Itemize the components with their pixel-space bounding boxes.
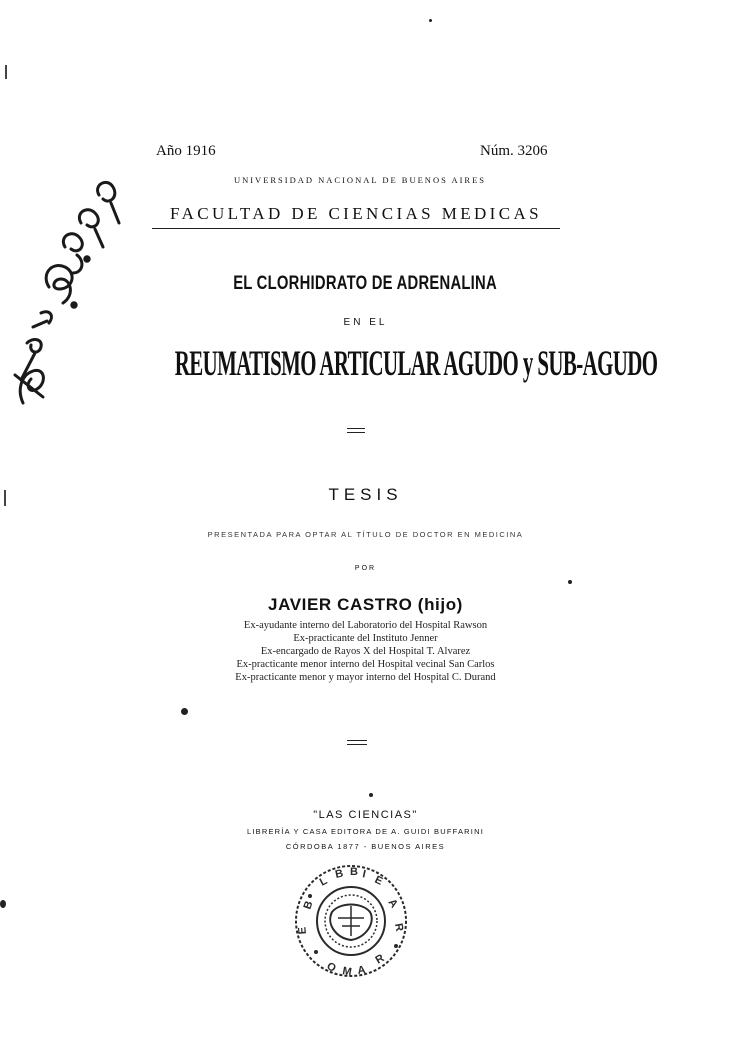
library-stamp <box>292 862 410 980</box>
svg-text:E: E <box>372 873 385 888</box>
thesis-purpose: PRESENTADA PARA OPTAR AL TÍTULO DE DOCTOR EN MEDICINA <box>207 530 524 539</box>
svg-text:M: M <box>341 965 353 979</box>
binding-mark <box>5 65 7 79</box>
svg-text:B: B <box>334 867 345 881</box>
svg-text:B: B <box>301 899 316 912</box>
double-rule-divider <box>347 428 365 433</box>
svg-text:E: E <box>296 926 309 935</box>
svg-text:A: A <box>356 963 367 977</box>
svg-text:O: O <box>324 960 338 975</box>
faculty-underline <box>152 228 560 229</box>
ink-speck <box>0 900 6 908</box>
svg-text:B: B <box>350 866 358 878</box>
binding-mark <box>4 490 6 506</box>
thesis-label: TESIS <box>328 485 403 504</box>
publisher-house: LIBRERÍA Y CASA EDITORA DE A. GUIDI BUFFARINI <box>247 827 484 836</box>
ink-speck <box>369 793 373 797</box>
title-line-2-text: REUMATISMO ARTICULAR AGUDO y SUB-AGUDO <box>174 343 658 383</box>
number-label: Núm. 3206 <box>480 143 548 159</box>
svg-text:A: A <box>385 896 400 911</box>
title-line-1-text: EL CLORHIDRATO DE ADRENALINA <box>233 273 498 294</box>
credential-line: Ex-ayudante interno del Laboratorio del Hospital Rawson <box>243 620 488 631</box>
faculty-name: FACULTAD DE CIENCIAS MEDICAS <box>170 204 542 223</box>
svg-text:R: R <box>373 952 387 967</box>
publisher-name: "LAS CIENCIAS" <box>313 809 418 821</box>
ink-speck <box>568 580 572 584</box>
svg-text:I: I <box>361 868 367 881</box>
credential-line: Ex-encargado de Rayos X del Hospital T. Alvarez <box>260 646 471 657</box>
double-rule-divider <box>347 740 367 745</box>
credential-line: Ex-practicante menor y mayor interno del Hospital C. Durand <box>235 672 496 683</box>
svg-text:R: R <box>392 922 406 933</box>
ink-speck <box>181 708 188 715</box>
credential-line: Ex-practicante menor interno del Hospital vecinal San Carlos <box>236 659 495 670</box>
year-label: Año 1916 <box>156 143 216 159</box>
author-name: JAVIER CASTRO (hijo) <box>268 595 463 614</box>
publisher-address: CÓRDOBA 1877 - BUENOS AIRES <box>285 842 446 851</box>
ink-speck <box>429 19 432 22</box>
title-connector: EN EL <box>343 317 388 328</box>
handwritten-annotation <box>3 175 125 415</box>
svg-text:L: L <box>317 874 330 889</box>
university-name: UNIVERSIDAD NACIONAL DE BUENOS AIRES <box>233 175 487 185</box>
credential-line: Ex-practicante del Instituto Jenner <box>293 633 438 644</box>
by-label: POR <box>354 565 377 572</box>
